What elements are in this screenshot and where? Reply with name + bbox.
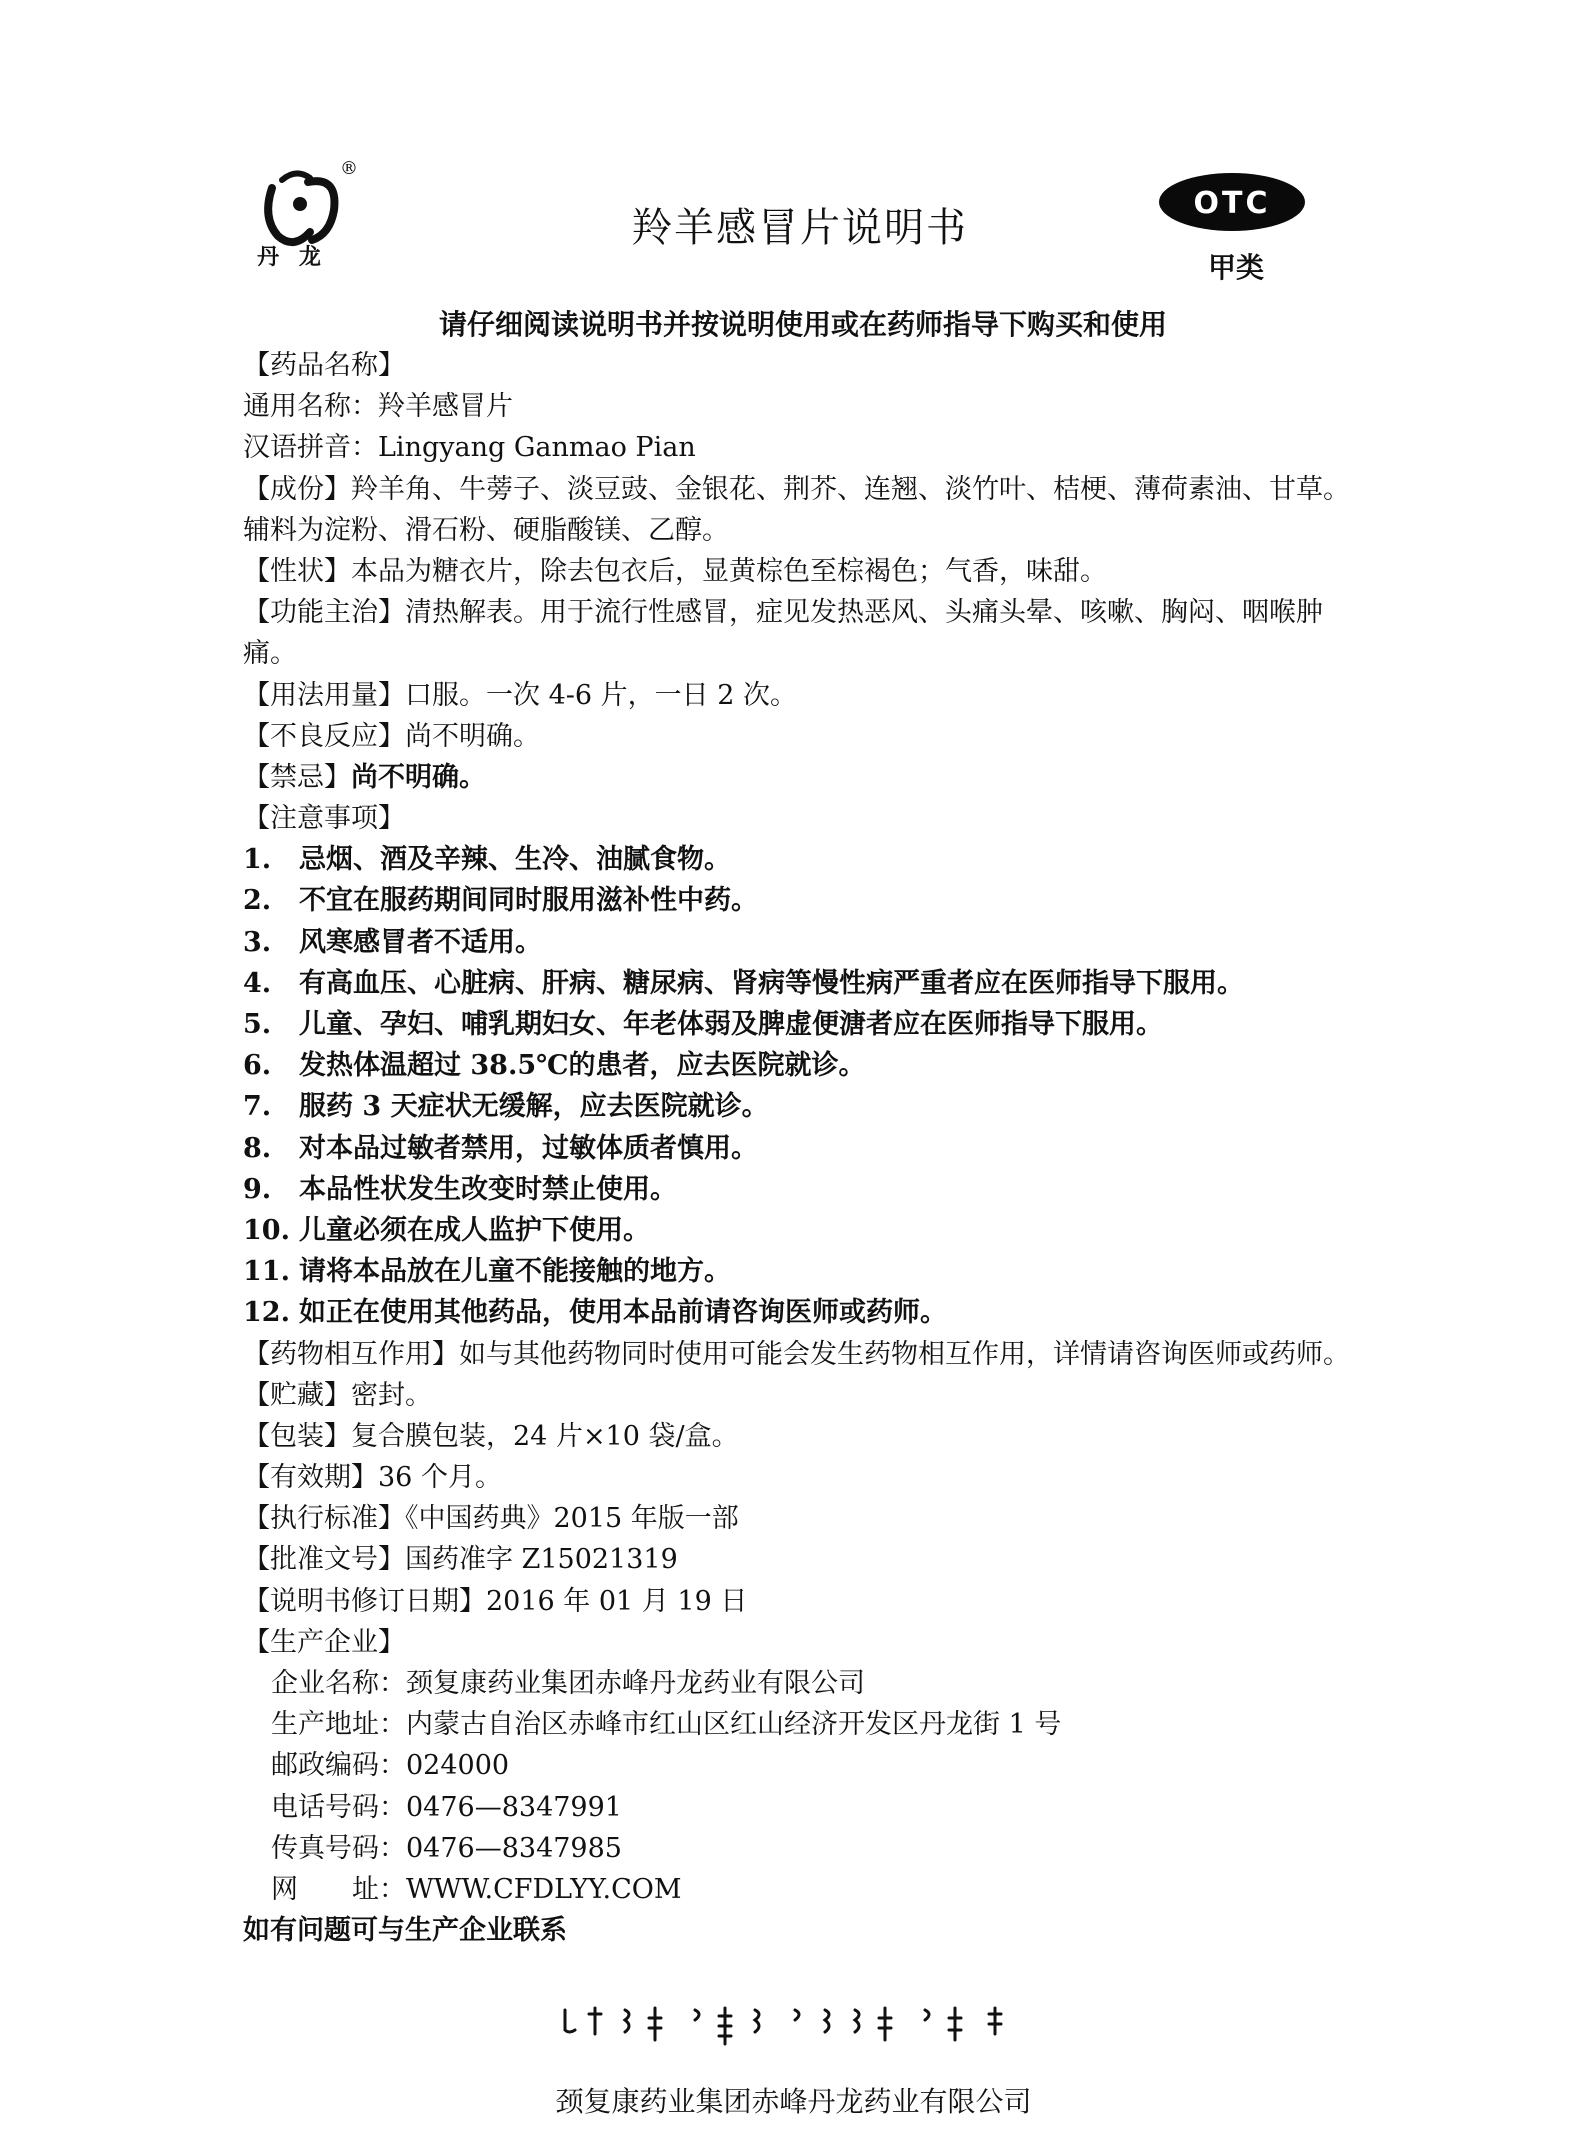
storage-row xyxy=(243,1375,1363,1416)
standard-heading: 【执行标准】 xyxy=(243,1503,405,1535)
manufacturer-postcode: 邮政编码：024000 xyxy=(271,1750,510,1782)
validity-text: 36 个月。 xyxy=(378,1462,502,1494)
list-item-text: 不宜在服药期间同时服用滋补性中药。 xyxy=(299,885,758,917)
list-item xyxy=(243,1045,1363,1086)
list-item xyxy=(243,963,1363,1004)
list-item xyxy=(243,1292,1363,1333)
precautions-list xyxy=(243,839,1363,1333)
storage-heading: 【贮藏】 xyxy=(243,1379,351,1411)
list-item xyxy=(243,1210,1363,1251)
list-item-text: 对本品过敏者禁用，过敏体质者慎用。 xyxy=(299,1132,758,1164)
list-item-text: 本品性状发生改变时禁止使用。 xyxy=(299,1173,677,1205)
dosage-text: 口服。一次 4-6 片，一日 2 次。 xyxy=(405,679,797,711)
list-item-text: 服药 3 天症状无缓解，应去医院就诊。 xyxy=(299,1091,769,1123)
generic-name: 通用名称：羚羊感冒片 xyxy=(243,391,513,423)
manufacturer-fax: 传真号码：0476—8347985 xyxy=(271,1832,622,1864)
ingredients-text: 羚羊角、牛蒡子、淡豆豉、金银花、荆芥、连翘、淡竹叶、桔梗、薄荷素油、甘草。 xyxy=(351,473,1350,505)
validity-heading: 【有效期】 xyxy=(243,1462,378,1494)
contact-note: 如有问题可与生产企业联系 xyxy=(243,1915,567,1947)
list-item-number: 6. xyxy=(243,1050,272,1082)
interactions-heading: 【药物相互作用】 xyxy=(243,1338,459,1370)
precautions-heading: 【注意事项】 xyxy=(243,803,405,835)
revision-row xyxy=(243,1581,1363,1622)
manufacturer-heading: 【生产企业】 xyxy=(243,1626,405,1658)
list-item-text: 有高血压、心脏病、肝病、糖尿病、肾病等慢性病严重者应在医师指导下服用。 xyxy=(299,967,1244,999)
mongolian-script-image xyxy=(555,2000,1075,2050)
list-item xyxy=(243,1128,1363,1169)
list-item xyxy=(243,922,1363,963)
list-item-text: 发热体温超过 38.5℃的患者，应去医院就诊。 xyxy=(299,1050,866,1082)
package-text: 复合膜包装，24 片×10 袋/盒。 xyxy=(351,1420,739,1452)
drug-name-heading: 【药品名称】 xyxy=(243,350,405,381)
adverse-heading: 【不良反应】 xyxy=(243,720,405,752)
list-item-number: 8. xyxy=(243,1132,272,1164)
appearance-text: 本品为糖衣片，除去包衣后，显黄棕色至棕褐色；气香，味甜。 xyxy=(351,555,1107,587)
ingredients-heading: 【成份】 xyxy=(243,473,351,505)
excipients-text: 辅料为淀粉、滑石粉、硬脂酸镁、乙醇。 xyxy=(243,514,729,546)
page-title: 羚羊感冒片说明书 xyxy=(632,205,968,251)
list-item-text: 忌烟、酒及辛辣、生冷、油腻食物。 xyxy=(299,844,731,876)
approval-text: 国药准字 Z15021319 xyxy=(405,1544,678,1576)
indications-row xyxy=(243,592,1363,633)
manufacturer-company: 企业名称：颈复康药业集团赤峰丹龙药业有限公司 xyxy=(271,1668,865,1699)
contraindications-text: 尚不明确。 xyxy=(351,761,486,793)
registered-mark: ® xyxy=(340,158,358,179)
list-item xyxy=(243,1004,1363,1045)
pinyin-name: 汉语拼音：Lingyang Ganmao Pian xyxy=(243,432,696,464)
list-item-number: 11. xyxy=(243,1256,290,1288)
interactions-row xyxy=(243,1334,1363,1375)
appearance-row xyxy=(243,551,1363,592)
list-item xyxy=(243,1169,1363,1210)
logo-caption: 丹 龙 xyxy=(257,244,327,270)
leaflet-body xyxy=(243,345,1363,1951)
approval-row xyxy=(243,1539,1363,1580)
contraindications-heading: 【禁忌】 xyxy=(243,761,351,793)
reading-notice: 请仔细阅读说明书并按说明使用或在药师指导下购买和使用 xyxy=(438,308,1167,341)
storage-text: 密封。 xyxy=(351,1379,432,1411)
indications-heading: 【功能主治】 xyxy=(243,597,405,629)
list-item-number: 1. xyxy=(243,844,272,876)
otc-badge-text: OTC xyxy=(1193,186,1271,221)
revision-text: 2016 年 01 月 19 日 xyxy=(486,1585,748,1617)
otc-class-label: 甲类 xyxy=(1207,251,1264,284)
list-item-text: 儿童必须在成人监护下使用。 xyxy=(299,1214,650,1246)
list-item-text: 请将本品放在儿童不能接触的地方。 xyxy=(299,1256,731,1288)
list-item-number: 7. xyxy=(243,1091,272,1123)
list-item-number: 3. xyxy=(243,926,272,958)
manufacturer-website: 网 址：WWW.CFDLYY.COM xyxy=(271,1873,682,1905)
indications-text: 清热解表。用于流行性感冒，症见发热恶风、头痛头晕、咳嗽、胸闷、咽喉肿 xyxy=(405,597,1323,629)
dosage-row xyxy=(243,675,1363,716)
adverse-row xyxy=(243,716,1363,757)
list-item-text: 儿童、孕妇、哺乳期妇女、年老体弱及脾虚便溏者应在医师指导下服用。 xyxy=(299,1009,1163,1040)
adverse-text: 尚不明确。 xyxy=(405,720,540,752)
list-item xyxy=(243,839,1363,880)
list-item-number: 4. xyxy=(243,967,272,999)
dosage-heading: 【用法用量】 xyxy=(243,679,405,711)
list-item-number: 9. xyxy=(243,1173,272,1205)
standard-row xyxy=(243,1498,1363,1539)
list-item xyxy=(243,1251,1363,1292)
package-heading: 【包装】 xyxy=(243,1420,351,1452)
appearance-heading: 【性状】 xyxy=(243,555,351,587)
revision-heading: 【说明书修订日期】 xyxy=(243,1585,486,1617)
indications-text-continued: 痛。 xyxy=(243,638,297,670)
standard-text: 《中国药典》2015 年版一部 xyxy=(405,1503,739,1535)
list-item-text: 风寒感冒者不适用。 xyxy=(299,926,542,958)
ingredients-row xyxy=(243,469,1363,510)
list-item-number: 12. xyxy=(243,1297,290,1329)
approval-heading: 【批准文号】 xyxy=(243,1544,405,1576)
otc-badge xyxy=(1158,172,1306,232)
list-item xyxy=(243,1086,1363,1127)
manufacturer-address: 生产地址：内蒙古自治区赤峰市红山区红山经济开发区丹龙街 1 号 xyxy=(271,1709,1062,1741)
list-item-text: 如正在使用其他药品，使用本品前请咨询医师或药师。 xyxy=(299,1297,947,1329)
contraindications-row xyxy=(243,757,1363,798)
manufacturer-phone: 电话号码：0476—8347991 xyxy=(271,1791,622,1823)
interactions-text: 如与其他药物同时使用可能会发生药物相互作用，详情请咨询医师或药师。 xyxy=(459,1338,1350,1370)
list-item xyxy=(243,880,1363,921)
package-row xyxy=(243,1416,1363,1457)
validity-row xyxy=(243,1457,1363,1498)
list-item-number: 5. xyxy=(243,1009,272,1040)
list-item-number: 10. xyxy=(243,1214,290,1246)
footer-company: 颈复康药业集团赤峰丹龙药业有限公司 xyxy=(555,2085,1032,2118)
list-item-number: 2. xyxy=(243,885,272,917)
